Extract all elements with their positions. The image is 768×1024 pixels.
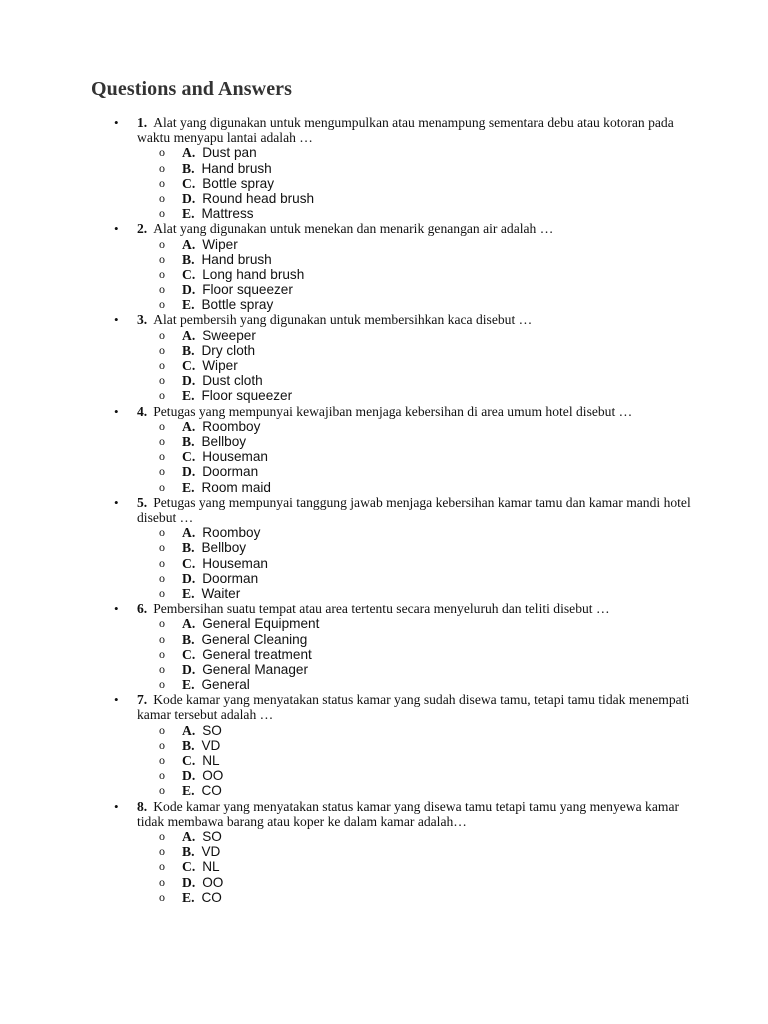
circle-bullet-icon: o bbox=[159, 251, 165, 266]
option-item bbox=[137, 480, 697, 495]
option-text: Dry cloth bbox=[201, 342, 256, 358]
question-stem bbox=[137, 312, 697, 327]
option-item bbox=[137, 419, 697, 434]
bullet-icon: • bbox=[114, 115, 119, 130]
circle-bullet-icon: o bbox=[159, 236, 165, 251]
question-stem bbox=[137, 601, 697, 616]
circle-bullet-icon: o bbox=[159, 646, 165, 661]
option-item bbox=[137, 753, 697, 768]
option-letter: E. bbox=[182, 206, 195, 222]
bullet-icon: • bbox=[114, 494, 119, 510]
option-item bbox=[137, 662, 697, 677]
circle-bullet-icon: o bbox=[159, 175, 165, 190]
question-number: 3. bbox=[137, 312, 148, 328]
option-letter: C. bbox=[182, 859, 196, 875]
option-text: Room maid bbox=[201, 479, 271, 495]
circle-bullet-icon: o bbox=[159, 388, 165, 403]
option-letter: E. bbox=[182, 585, 195, 601]
option-item bbox=[137, 237, 697, 252]
question-item bbox=[0, 404, 697, 495]
option-list bbox=[137, 616, 697, 692]
bullet-icon: • bbox=[114, 403, 119, 419]
option-list bbox=[137, 328, 697, 404]
option-text: General Equipment bbox=[202, 616, 320, 632]
option-letter: E. bbox=[182, 388, 195, 404]
question-text: Pembersihan suatu tempat atau area tertentu secara menyeluruh dan teliti disebut … bbox=[153, 601, 610, 617]
bullet-icon: • bbox=[114, 798, 119, 814]
option-letter: A. bbox=[182, 418, 196, 434]
option-item bbox=[137, 571, 697, 586]
circle-bullet-icon: o bbox=[159, 753, 165, 768]
option-letter: D. bbox=[182, 464, 196, 480]
option-text: Sweeper bbox=[202, 327, 256, 343]
option-letter: A. bbox=[182, 616, 196, 632]
option-letter: D. bbox=[182, 661, 196, 677]
option-item bbox=[137, 328, 697, 343]
question-text: Petugas yang mempunyai tanggung jawab menjaga kebersihan kamar tamu dan kamar mandi hotel disebut … bbox=[137, 494, 691, 525]
question-stem bbox=[137, 404, 697, 419]
option-item bbox=[137, 647, 697, 662]
question-item bbox=[0, 601, 697, 692]
option-text: VD bbox=[201, 737, 221, 753]
circle-bullet-icon: o bbox=[159, 145, 165, 160]
option-item bbox=[137, 464, 697, 479]
page-title: Questions and Answers bbox=[91, 78, 293, 100]
circle-bullet-icon: o bbox=[159, 585, 165, 600]
option-text: Doorman bbox=[202, 570, 259, 586]
option-text: Roomboy bbox=[202, 525, 261, 541]
option-item bbox=[137, 586, 697, 601]
option-text: General Manager bbox=[202, 661, 309, 677]
circle-bullet-icon: o bbox=[159, 206, 165, 221]
option-letter: A. bbox=[182, 525, 196, 541]
circle-bullet-icon: o bbox=[159, 434, 165, 449]
option-letter: D. bbox=[182, 282, 196, 298]
option-item bbox=[137, 161, 697, 176]
circle-bullet-icon: o bbox=[159, 297, 165, 312]
option-text: Houseman bbox=[202, 555, 268, 571]
option-letter: B. bbox=[182, 540, 195, 556]
option-item bbox=[137, 388, 697, 403]
circle-bullet-icon: o bbox=[159, 616, 165, 631]
option-item bbox=[137, 890, 697, 905]
question-number: 4. bbox=[137, 403, 148, 419]
option-letter: B. bbox=[182, 434, 195, 450]
option-item bbox=[137, 723, 697, 738]
option-list bbox=[137, 237, 697, 313]
option-text: Bottle spray bbox=[201, 297, 274, 313]
option-item bbox=[137, 297, 697, 312]
option-text: Bellboy bbox=[201, 434, 247, 450]
circle-bullet-icon: o bbox=[159, 479, 165, 494]
question-number: 6. bbox=[137, 601, 148, 617]
circle-bullet-icon: o bbox=[159, 160, 165, 175]
question-item bbox=[0, 495, 697, 601]
circle-bullet-icon: o bbox=[159, 464, 165, 479]
option-text: VD bbox=[201, 844, 221, 860]
option-item bbox=[137, 267, 697, 282]
question-stem bbox=[137, 799, 697, 829]
option-item bbox=[137, 525, 697, 540]
question-list bbox=[0, 115, 768, 905]
option-letter: C. bbox=[182, 175, 196, 191]
option-text: Floor squeezer bbox=[201, 388, 293, 404]
question-item bbox=[0, 115, 697, 221]
option-item bbox=[137, 540, 697, 555]
option-item bbox=[137, 252, 697, 267]
option-text: Bottle spray bbox=[202, 175, 274, 191]
option-letter: D. bbox=[182, 570, 196, 586]
option-text: Floor squeezer bbox=[202, 282, 293, 298]
circle-bullet-icon: o bbox=[159, 282, 165, 297]
question-text: Kode kamar yang menyatakan status kamar yang disewa tamu tetapi tamu yang menyewa kamar tidak membawa barang atau koper ke dalam kamar adalah… bbox=[137, 798, 680, 829]
question-number: 5. bbox=[137, 494, 148, 510]
option-list bbox=[137, 145, 697, 221]
option-text: Doorman bbox=[202, 464, 259, 480]
circle-bullet-icon: o bbox=[159, 874, 165, 889]
option-text: General Cleaning bbox=[201, 631, 308, 647]
option-letter: E. bbox=[182, 783, 195, 799]
circle-bullet-icon: o bbox=[159, 768, 165, 783]
option-text: Bellboy bbox=[201, 540, 247, 556]
circle-bullet-icon: o bbox=[159, 889, 165, 904]
option-text: CO bbox=[201, 783, 222, 799]
circle-bullet-icon: o bbox=[159, 190, 165, 205]
option-item bbox=[137, 768, 697, 783]
option-letter: C. bbox=[182, 266, 196, 282]
option-item bbox=[137, 829, 697, 844]
option-item bbox=[137, 616, 697, 631]
circle-bullet-icon: o bbox=[159, 570, 165, 585]
option-text: Roomboy bbox=[202, 418, 261, 434]
option-list bbox=[137, 829, 697, 905]
option-item bbox=[137, 738, 697, 753]
bullet-icon: • bbox=[114, 312, 119, 328]
option-text: Dust pan bbox=[202, 145, 257, 161]
question-text: Alat yang digunakan untuk mengumpulkan atau menampung sementara debu atau kotoran pada waktu menyapu lantai adalah … bbox=[137, 115, 674, 146]
option-text: NL bbox=[202, 859, 220, 875]
option-letter: B. bbox=[182, 631, 195, 647]
question-item bbox=[0, 692, 697, 798]
circle-bullet-icon: o bbox=[159, 342, 165, 357]
option-letter: B. bbox=[182, 737, 195, 753]
option-letter: D. bbox=[182, 768, 196, 784]
option-text: Waiter bbox=[201, 585, 241, 601]
option-list bbox=[137, 419, 697, 495]
option-text: Wiper bbox=[202, 236, 238, 252]
option-letter: A. bbox=[182, 145, 196, 161]
option-item bbox=[137, 632, 697, 647]
circle-bullet-icon: o bbox=[159, 631, 165, 646]
option-letter: E. bbox=[182, 479, 195, 495]
option-item bbox=[137, 449, 697, 464]
option-letter: D. bbox=[182, 190, 196, 206]
circle-bullet-icon: o bbox=[159, 540, 165, 555]
option-item bbox=[137, 783, 697, 798]
question-number: 1. bbox=[137, 115, 148, 130]
question-item bbox=[0, 799, 697, 905]
question-stem bbox=[137, 221, 697, 236]
option-item bbox=[137, 844, 697, 859]
question-text: Alat yang digunakan untuk menekan dan menarik genangan air adalah … bbox=[153, 221, 554, 237]
circle-bullet-icon: o bbox=[159, 722, 165, 737]
question-stem bbox=[137, 495, 697, 525]
option-letter: A. bbox=[182, 327, 196, 343]
option-text: Dust cloth bbox=[202, 373, 263, 389]
question-item bbox=[0, 221, 697, 312]
option-item bbox=[137, 343, 697, 358]
option-letter: B. bbox=[182, 844, 195, 860]
option-letter: E. bbox=[182, 297, 195, 313]
question-item bbox=[0, 312, 697, 403]
question-number: 7. bbox=[137, 692, 148, 708]
circle-bullet-icon: o bbox=[159, 373, 165, 388]
option-item bbox=[137, 282, 697, 297]
option-list bbox=[137, 525, 697, 601]
circle-bullet-icon: o bbox=[159, 844, 165, 859]
option-text: Houseman bbox=[202, 449, 268, 465]
option-letter: C. bbox=[182, 358, 196, 374]
option-text: Hand brush bbox=[201, 160, 272, 176]
option-item bbox=[137, 434, 697, 449]
option-letter: E. bbox=[182, 677, 195, 693]
option-item bbox=[137, 358, 697, 373]
option-text: Long hand brush bbox=[202, 266, 305, 282]
bullet-icon: • bbox=[114, 221, 119, 237]
circle-bullet-icon: o bbox=[159, 525, 165, 540]
option-text: Round head brush bbox=[202, 190, 315, 206]
option-text: OO bbox=[202, 874, 224, 890]
question-number: 2. bbox=[137, 221, 148, 237]
circle-bullet-icon: o bbox=[159, 677, 165, 692]
question-text: Kode kamar yang menyatakan status kamar yang sudah disewa tamu, tetapi tamu tidak menempati kamar tersebut adalah … bbox=[137, 692, 690, 723]
circle-bullet-icon: o bbox=[159, 555, 165, 570]
option-item bbox=[137, 206, 697, 221]
option-letter: B. bbox=[182, 251, 195, 267]
circle-bullet-icon: o bbox=[159, 327, 165, 342]
option-letter: A. bbox=[182, 829, 196, 844]
option-item bbox=[137, 556, 697, 571]
option-text: General bbox=[201, 677, 250, 693]
option-letter: B. bbox=[182, 160, 195, 176]
option-text: NL bbox=[202, 753, 220, 769]
circle-bullet-icon: o bbox=[159, 661, 165, 676]
option-letter: D. bbox=[182, 373, 196, 389]
option-letter: A. bbox=[182, 236, 196, 252]
option-text: SO bbox=[202, 829, 222, 844]
option-letter: B. bbox=[182, 342, 195, 358]
circle-bullet-icon: o bbox=[159, 266, 165, 281]
circle-bullet-icon: o bbox=[159, 449, 165, 464]
question-text: Alat pembersih yang digunakan untuk membersihkan kaca disebut … bbox=[153, 312, 533, 328]
option-text: Mattress bbox=[201, 206, 254, 222]
option-item bbox=[137, 875, 697, 890]
circle-bullet-icon: o bbox=[159, 783, 165, 798]
option-text: Wiper bbox=[202, 358, 238, 374]
option-text: SO bbox=[202, 722, 222, 738]
option-letter: E. bbox=[182, 889, 195, 905]
option-letter: C. bbox=[182, 555, 196, 571]
option-list bbox=[137, 723, 697, 799]
option-item bbox=[137, 859, 697, 874]
circle-bullet-icon: o bbox=[159, 418, 165, 433]
question-number: 8. bbox=[137, 798, 148, 814]
circle-bullet-icon: o bbox=[159, 358, 165, 373]
option-text: CO bbox=[201, 889, 222, 905]
circle-bullet-icon: o bbox=[159, 859, 165, 874]
option-item bbox=[137, 373, 697, 388]
bullet-icon: • bbox=[114, 601, 119, 617]
question-stem bbox=[137, 692, 697, 722]
option-letter: C. bbox=[182, 646, 196, 662]
option-text: OO bbox=[202, 768, 224, 784]
circle-bullet-icon: o bbox=[159, 737, 165, 752]
option-item bbox=[137, 145, 697, 160]
option-item bbox=[137, 176, 697, 191]
option-letter: C. bbox=[182, 753, 196, 769]
option-text: General treatment bbox=[202, 646, 312, 662]
option-item bbox=[137, 677, 697, 692]
option-item bbox=[137, 191, 697, 206]
question-stem bbox=[137, 115, 697, 145]
question-text: Petugas yang mempunyai kewajiban menjaga kebersihan di area umum hotel disebut … bbox=[153, 403, 633, 419]
option-letter: D. bbox=[182, 874, 196, 890]
option-letter: C. bbox=[182, 449, 196, 465]
option-text: Hand brush bbox=[201, 251, 272, 267]
circle-bullet-icon: o bbox=[159, 829, 165, 843]
bullet-icon: • bbox=[114, 692, 119, 708]
option-letter: A. bbox=[182, 722, 196, 738]
